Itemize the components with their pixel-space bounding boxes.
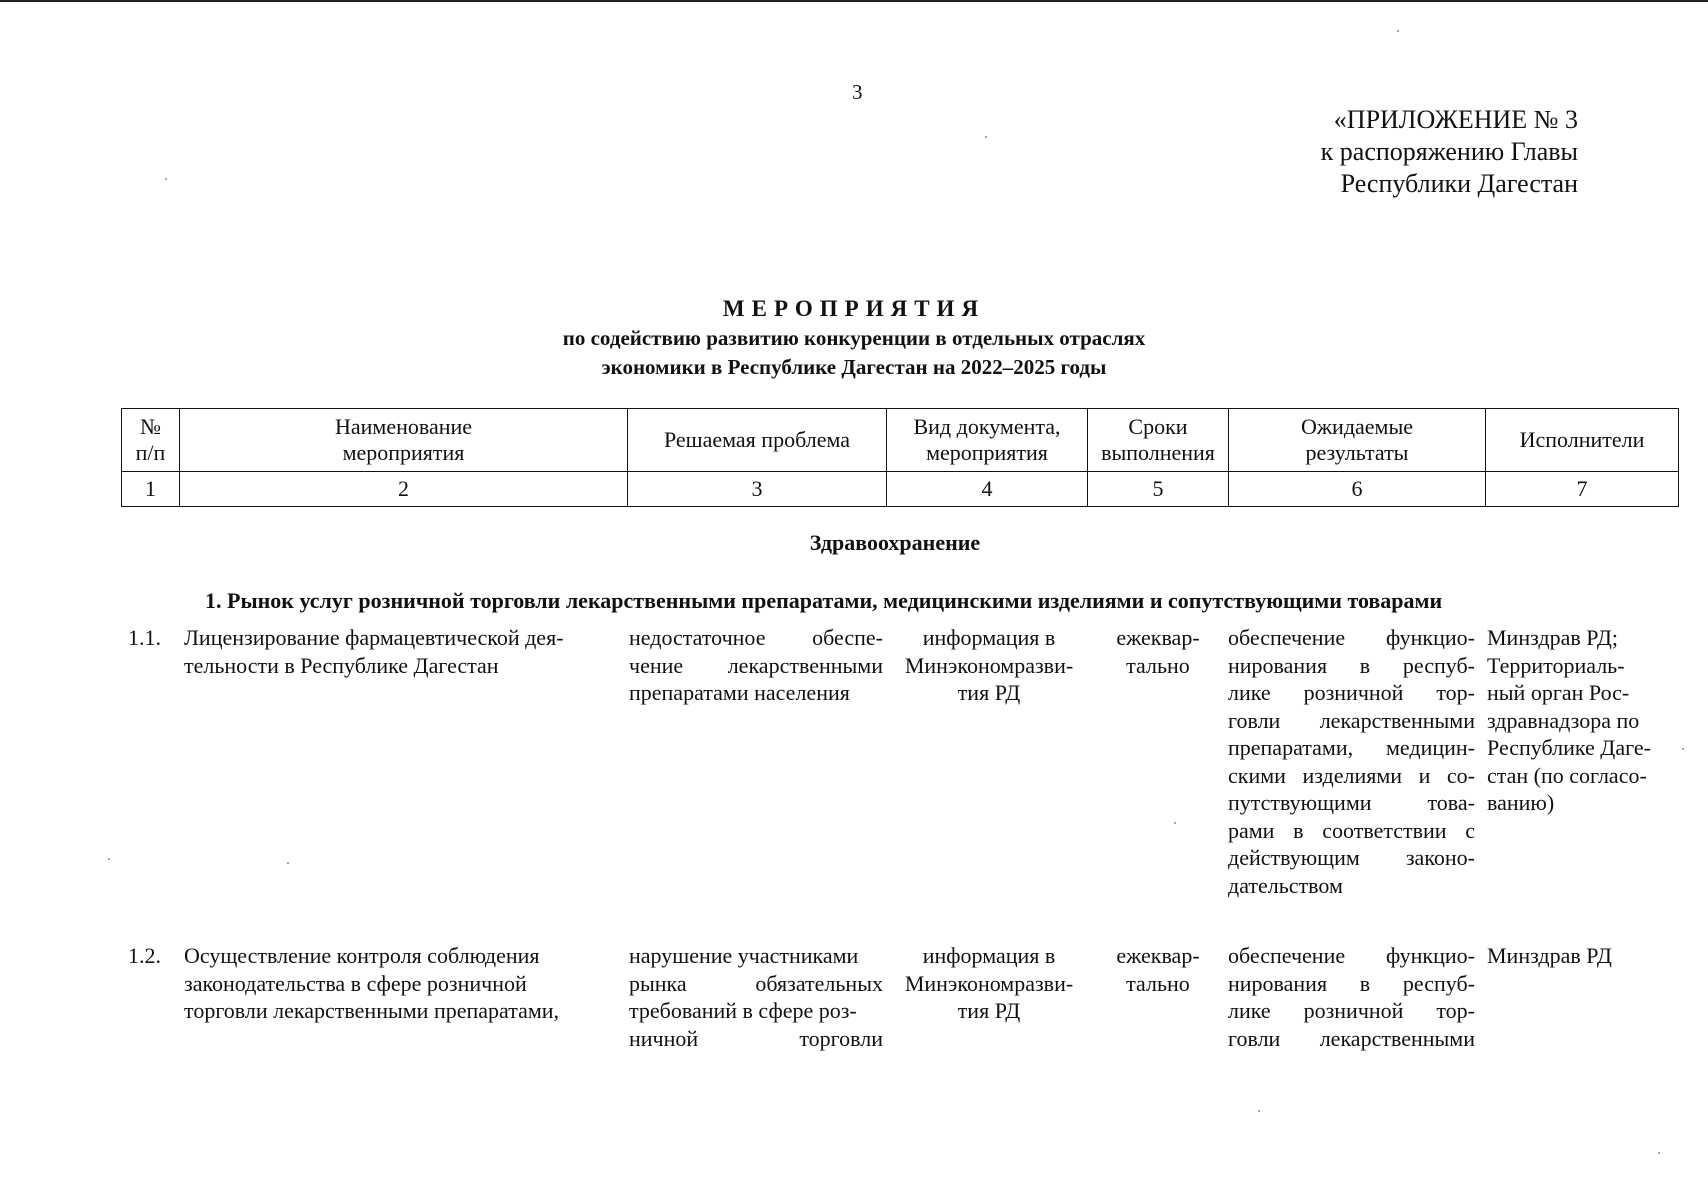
column-number: 4 [887,472,1088,507]
row-executor [1487,942,1677,970]
row-name [184,624,614,679]
row-problem-line: ничной торговли [629,1025,883,1051]
row-problem [629,942,883,1052]
row-result-line: дательством [1228,872,1343,898]
subsection-title: 1. Рынок услуг розничной торговли лекарственными препаратами, медицинскими изделиями и сопутствующими товарами [205,588,1443,613]
row-executor-line: здравнадзора по [1487,707,1640,733]
header-label: мероприятия [926,440,1048,465]
title-subtitle-line-2: экономики в Республике Дагестан на 2022–2025 годы [601,355,1107,379]
scan-speck [1658,1152,1660,1154]
column-number: 1 [122,472,180,507]
header-label: мероприятия [342,440,465,465]
column-number: 7 [1486,472,1679,507]
column-number: 5 [1088,472,1229,507]
row-executor-line: Минздрав РД [1487,943,1612,968]
scan-speck [287,862,289,864]
row-executor-line: стан (по согласо- [1487,762,1647,788]
header-label: Ожидаемые [1300,414,1414,439]
column-number: 2 [180,472,628,507]
row-result-line: препаратами, медицин- [1228,735,1475,760]
header-label: выполнения [1101,440,1215,465]
row-term [1095,942,1221,997]
row-result-line: говли лекарственными [1228,707,1475,733]
row-problem-line: требований в сфере роз- [629,998,857,1023]
row-number: 1.1. [128,625,161,650]
row-result-line: говли лекарственными [1228,1025,1475,1051]
row-result-line: рами в соответствии с [1228,817,1475,843]
row-result-line: нирования в респуб- [1228,652,1475,678]
row-result-line: лике розничной тор- [1228,998,1475,1023]
header-cell-problem [628,409,887,472]
title-subtitle-line-1: по содействию развитию конкуренции в отдельных отраслях [562,326,1146,350]
row-name-line: торговли лекарственными препаратами, [184,998,560,1023]
row-executor [1487,624,1677,817]
scan-speck [165,178,167,180]
scan-speck [1174,822,1176,824]
section-title: Здравоохранение [809,530,981,555]
row-executor-line: Минздрав РД; [1487,625,1618,650]
document-title [0,294,1708,382]
row-document [890,942,1088,1025]
row-document-line: информация в [922,943,1056,968]
row-term-line: ежеквар- [1116,943,1200,968]
row-executor-line: ный орган Рос- [1487,680,1630,705]
row-result [1228,624,1475,899]
row-problem-line: нарушение участниками [629,943,859,968]
scan-speck [1258,1110,1260,1112]
row-document-line: Минэкономразви- [904,970,1074,996]
header-label: п/п [135,440,166,465]
header-label: Исполнители [1519,427,1645,452]
top-border-line [0,0,1708,2]
row-document-line: тия РД [957,998,1021,1023]
appendix-line-3: Республики Дагестан [1340,169,1578,198]
header-cell-name [180,409,628,472]
row-problem [629,624,883,707]
row-executor-line: Республике Даге- [1487,735,1651,760]
column-number-row [122,472,1679,507]
row-result-line: лике розничной тор- [1228,680,1475,705]
scan-speck [985,136,987,138]
row-term [1095,624,1221,679]
row-result-line: обеспечение функцио- [1228,625,1475,650]
header-cell-result [1229,409,1486,472]
row-result-line: скими изделиями и со- [1228,762,1475,788]
row-result-line: обеспечение функцио- [1228,943,1475,968]
header-label: № [140,414,161,439]
appendix-line-1: «ПРИЛОЖЕНИЕ № 3 [1333,105,1578,134]
column-number: 3 [628,472,887,507]
scan-speck [1397,30,1399,32]
row-result-line: действующим законо- [1228,845,1475,870]
header-label: Решаемая проблема [663,427,851,452]
row-problem-line: рынка обязательных [629,970,883,996]
page-number: 3 [852,80,863,104]
row-result-line: нирования в респуб- [1228,970,1475,996]
table-header [121,408,1679,507]
row-problem-line: недостаточное обеспе- [629,625,883,650]
appendix-header [1158,104,1578,200]
row-result-line: путствующими това- [1228,790,1475,815]
row-executor-line: Территориаль- [1487,652,1625,678]
column-number: 6 [1229,472,1486,507]
header-label: результаты [1305,440,1409,465]
row-result [1228,942,1475,1052]
header-cell-number [122,409,180,472]
header-cell-document [887,409,1088,472]
title-main: МЕРОПРИЯТИЯ [722,296,986,321]
row-term-line: тально [1126,652,1190,678]
row-problem-line: чение лекарственными [629,652,883,678]
row-term-line: тально [1126,970,1190,996]
row-document-line: тия РД [957,680,1021,705]
row-document-line: информация в [922,625,1056,650]
header-label: Наименование [334,414,473,439]
header-row [122,409,1679,472]
scan-speck [108,858,110,860]
appendix-line-2: к распоряжению Главы [1320,137,1578,166]
row-name-line: Лицензирование фармацевтической дея- [184,625,564,650]
row-executor-line: ванию) [1487,790,1555,815]
row-name-line: тельности в Республике Дагестан [184,652,499,678]
header-cell-term [1088,409,1229,472]
row-name-line: Осуществление контроля соблюдения [184,943,540,968]
header-label: Вид документа, [913,414,1061,439]
row-document [890,624,1088,707]
row-problem-line: препаратами населения [629,680,850,705]
header-cell-executor [1486,409,1679,472]
row-number: 1.2. [128,943,161,968]
row-name [184,942,614,1025]
row-term-line: ежеквар- [1116,625,1200,650]
row-document-line: Минэкономразви- [904,652,1074,678]
header-label: Сроки [1128,414,1188,439]
scan-speck [1682,748,1684,750]
row-name-line: законодательства в сфере розничной [184,970,527,996]
